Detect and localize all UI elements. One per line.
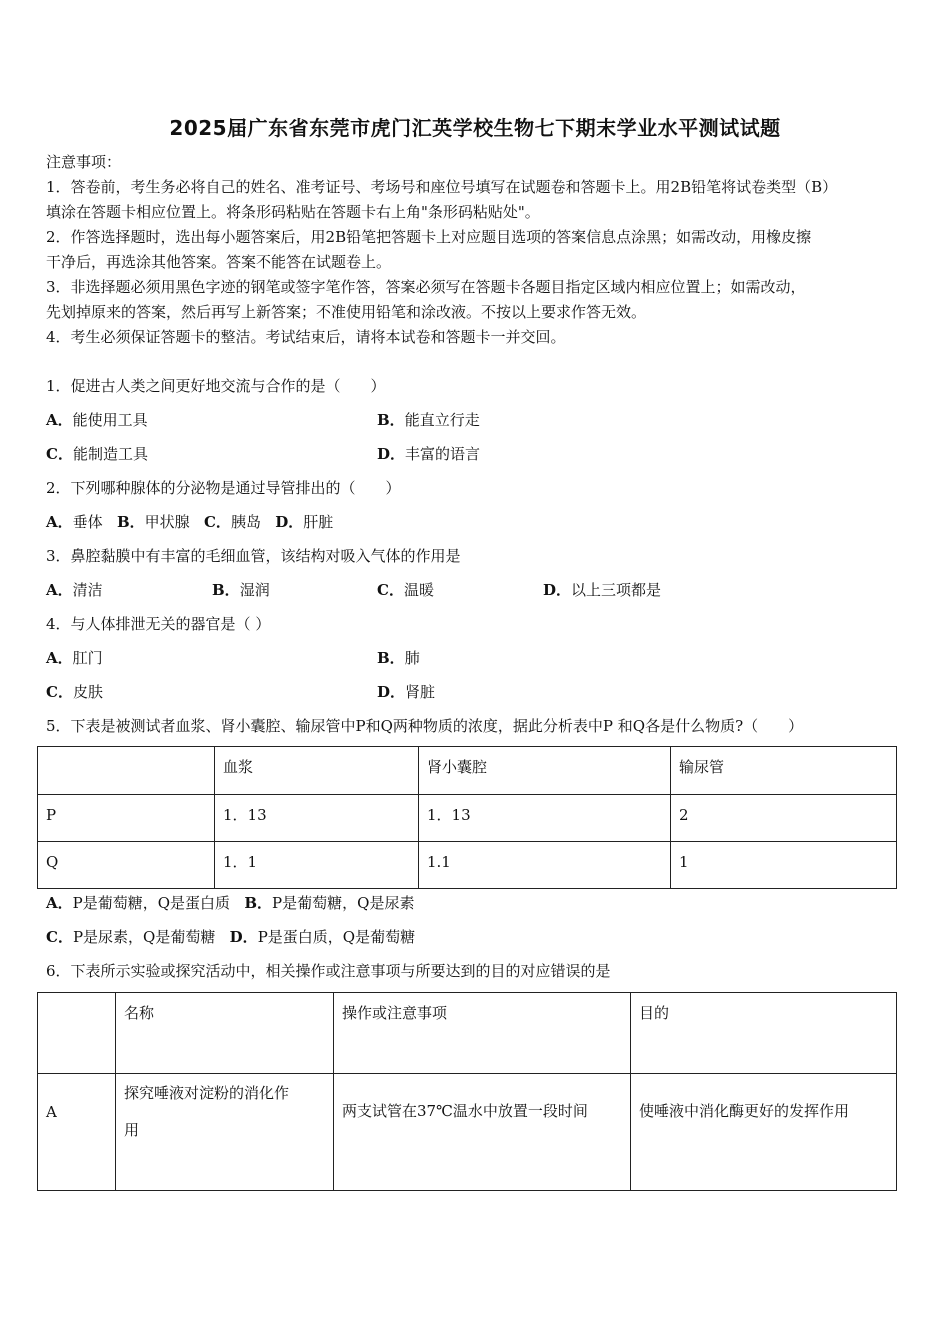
- q3-option-b: [212, 580, 270, 600]
- option-letter: C．: [377, 581, 404, 599]
- cell-text: 1: [679, 853, 689, 871]
- table-cell: [215, 795, 419, 842]
- q4-option-d: [377, 682, 435, 702]
- option-text: 清洁: [72, 581, 103, 599]
- option-letter: A．: [46, 581, 73, 599]
- q4-option-a: [46, 648, 103, 668]
- option-letter: D．: [543, 581, 572, 599]
- option-text: 肝脏: [303, 513, 334, 531]
- question-4-stem: 4．与人体排泄无关的器官是（ ）: [46, 615, 271, 633]
- option-letter: A．: [46, 649, 73, 667]
- option-text: 甲状腺: [144, 513, 190, 531]
- table-header-row: [38, 993, 897, 1074]
- notice-line: 干净后，再选涂其他答案。答案不能答在试题卷上。: [46, 253, 392, 271]
- table-cell: [671, 747, 897, 795]
- option-text: P是葡萄糖，Q是蛋白质: [72, 894, 231, 912]
- option-letter: D．: [229, 928, 258, 946]
- option-text: 胰岛: [230, 513, 261, 531]
- table-cell: [671, 795, 897, 842]
- cell-text: 探究唾液对淀粉的消化作: [124, 1084, 290, 1102]
- option-letter: D．: [377, 445, 406, 463]
- table-cell: [631, 993, 897, 1074]
- table-cell: [38, 842, 215, 889]
- option-letter: B．: [244, 894, 273, 912]
- table-row: [38, 795, 897, 842]
- q1-option-b: [377, 410, 480, 430]
- table-cell: [334, 993, 631, 1074]
- option-text: P是葡萄糖，Q是尿素: [272, 894, 415, 912]
- cell-text: 1.1: [427, 853, 451, 871]
- cell-text: 操作或注意事项: [342, 1004, 448, 1022]
- cell-text: 两支试管在37℃温水中放置一段时间: [342, 1102, 588, 1120]
- cell-text: 用: [124, 1121, 140, 1139]
- notice-line: 2．作答选择题时，选出每小题答案后，用2B铅笔把答题卡上对应题目选项的答案信息点涂黑；如需改动，用橡皮擦: [46, 228, 812, 246]
- cell-text: 目的: [639, 1004, 670, 1022]
- cell-text: A: [46, 1103, 57, 1121]
- table-cell: [419, 842, 671, 889]
- notice-line: 3．非选择题必须用黑色字迹的钢笔或签字笔作答，答案必须写在答题卡各题目指定区域内相应位置上；如需改动，: [46, 278, 806, 296]
- option-letter: A．: [46, 894, 73, 912]
- cell-text: 1．13: [223, 806, 267, 824]
- question-1-stem: 1．促进古人类之间更好地交流与合作的是（ ）: [46, 377, 386, 395]
- option-text: P是蛋白质，Q是葡萄糖: [257, 928, 416, 946]
- table-cell: [38, 795, 215, 842]
- q3-option-d: [543, 580, 661, 600]
- cell-text: 1．1: [223, 853, 258, 871]
- option-text: 湿润: [239, 581, 270, 599]
- option-letter: B．: [377, 649, 405, 667]
- cell-text: 输尿管: [679, 758, 725, 776]
- table-cell: [38, 993, 116, 1074]
- option-text: 温暖: [403, 581, 434, 599]
- option-text: 以上三项都是: [571, 581, 662, 599]
- table-cell: [419, 795, 671, 842]
- option-letter: C．: [46, 683, 73, 701]
- option-text: 肾脏: [405, 683, 436, 701]
- cell-text: 名称: [124, 1004, 155, 1022]
- option-text: 能制造工具: [72, 445, 148, 463]
- question-5-stem: 5．下表是被测试者血浆、肾小囊腔、输尿管中P和Q两种物质的浓度，据此分析表中P 和Q各是什么物质?（ ）: [46, 717, 804, 735]
- option-text: 能直立行走: [404, 411, 480, 429]
- notice-line: 填涂在答题卡相应位置上。将条形码粘贴在答题卡右上角"条形码粘贴处"。: [46, 203, 540, 221]
- table-cell: [116, 993, 334, 1074]
- q2-options: [46, 512, 333, 532]
- option-text: 肛门: [72, 649, 103, 667]
- notice-line: 先划掉原来的答案，然后再写上新答案；不准使用铅笔和涂改液。不按以上要求作答无效。: [46, 303, 647, 321]
- notice-heading: 注意事项：: [46, 153, 122, 171]
- q6-table: [37, 992, 897, 1191]
- table-cell: [671, 842, 897, 889]
- option-text: P是尿素，Q是葡萄糖: [72, 928, 216, 946]
- table-row: [38, 1074, 897, 1191]
- cell-text: 使唾液中消化酶更好的发挥作用: [639, 1102, 850, 1120]
- cell-text: 血浆: [223, 758, 254, 776]
- q1-option-a: [46, 410, 148, 430]
- option-letter: D．: [275, 513, 304, 531]
- table-cell: [334, 1074, 631, 1191]
- option-letter: C．: [46, 928, 73, 946]
- q3-option-a: [46, 580, 103, 600]
- table-cell: [631, 1074, 897, 1191]
- option-letter: D．: [377, 683, 406, 701]
- cell-text: 2: [679, 806, 689, 824]
- option-letter: C．: [46, 445, 73, 463]
- q3-option-c: [377, 580, 434, 600]
- option-letter: C．: [203, 513, 231, 531]
- question-2-stem: 2．下列哪种腺体的分泌物是通过导管排出的（ ）: [46, 479, 401, 497]
- table-header-row: [38, 747, 897, 795]
- table-cell: [215, 747, 419, 795]
- notice-line: 4．考生必须保证答题卡的整洁。考试结束后，请将本试卷和答题卡一并交回。: [46, 328, 566, 346]
- q1-option-c: [46, 444, 148, 464]
- table-cell: [38, 747, 215, 795]
- option-letter: A．: [46, 411, 73, 429]
- table-cell: [38, 1074, 116, 1191]
- q5-options-cd: [46, 927, 415, 947]
- q4-option-b: [377, 648, 420, 668]
- option-letter: B．: [212, 581, 240, 599]
- option-text: 丰富的语言: [405, 445, 481, 463]
- option-letter: A．: [46, 513, 73, 531]
- cell-text: 肾小囊腔: [427, 758, 488, 776]
- q5-table: [37, 746, 897, 889]
- option-text: 皮肤: [72, 683, 103, 701]
- question-6-stem: 6．下表所示实验或探究活动中，相关操作或注意事项与所要达到的目的对应错误的是: [46, 962, 611, 980]
- notice-line: 1．答卷前，考生务必将自己的姓名、准考证号、考场号和座位号填写在试题卷和答题卡上。用2B铅笔将试卷类型（B）: [46, 178, 838, 196]
- option-text: 能使用工具: [72, 411, 148, 429]
- question-3-stem: 3．鼻腔黏膜中有丰富的毛细血管，该结构对吸入气体的作用是: [46, 547, 461, 565]
- table-cell: [419, 747, 671, 795]
- option-letter: B．: [377, 411, 405, 429]
- cell-text: P: [46, 806, 57, 824]
- table-cell: [116, 1074, 334, 1191]
- page-title: 2025届广东省东莞市虎门汇英学校生物七下期末学业水平测试试题: [169, 116, 781, 140]
- table-cell: [215, 842, 419, 889]
- q4-option-c: [46, 682, 103, 702]
- option-text: 肺: [404, 649, 420, 667]
- q1-option-d: [377, 444, 480, 464]
- option-text: 垂体: [72, 513, 103, 531]
- cell-text: Q: [46, 853, 59, 871]
- table-row: [38, 842, 897, 889]
- q5-options-ab: [46, 893, 414, 913]
- option-letter: B．: [116, 513, 145, 531]
- cell-text: 1．13: [427, 806, 471, 824]
